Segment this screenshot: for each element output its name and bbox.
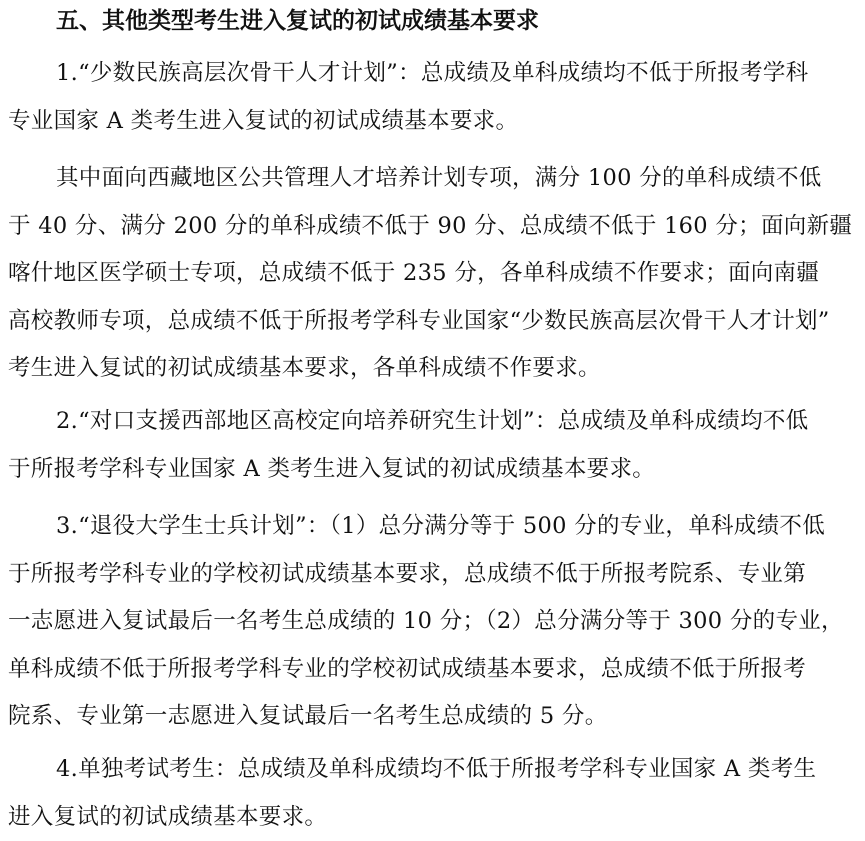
text-line: 于 40 分、满分 200 分的单科成绩不低于 90 分、总成绩不低于 160 分；面向新疆: [8, 212, 853, 239]
section-heading: 五、其他类型考生进入复试的初试成绩基本要求: [56, 8, 539, 34]
text-line: 考生进入复试的初试成绩基本要求，各单科成绩不作要求。: [8, 355, 601, 382]
text-line: 2.“对口支援西部地区高校定向培养研究生计划”：总成绩及单科成绩均不低: [56, 408, 809, 434]
paragraph-2: [8, 155, 860, 393]
text-line: 进入复试的初试成绩基本要求。: [8, 803, 328, 830]
text-line: 4.单独考试考生：总成绩及单科成绩均不低于所报考学科专业国家 A 类考生: [56, 756, 817, 782]
text-line: 于所报考学科专业国家 A 类考生进入复试的初试成绩基本要求。: [8, 455, 656, 482]
text-line: 3.“退役大学生士兵计划”：（1）总分满分等于 500 分的专业，单科成绩不低: [56, 513, 825, 539]
text-line: 单科成绩不低于所报考学科专业的学校初试成绩基本要求，总成绩不低于所报考: [8, 655, 807, 682]
text-line: 院系、专业第一志愿进入复试最后一名考生总成绩的 5 分。: [8, 703, 608, 730]
text-line: 于所报考学科专业的学校初试成绩基本要求，总成绩不低于所报考院系、专业第: [8, 560, 807, 587]
paragraph-4: [8, 503, 860, 741]
text-line: 一志愿进入复试最后一名考生总成绩的 10 分；（2）总分满分等于 300 分的专业，: [8, 608, 844, 635]
text-line: 其中面向西藏地区公共管理人才培养计划专项，满分 100 分的单科成绩不低: [56, 165, 822, 191]
paragraph-5: [8, 746, 860, 841]
text-line: 高校教师专项，总成绩不低于所报考学科专业国家“少数民族高层次骨干人才计划”: [8, 307, 830, 334]
paragraph-1: [8, 50, 860, 145]
text-line: 1.“少数民族高层次骨干人才计划”：总成绩及单科成绩均不低于所报考学科: [56, 60, 809, 86]
text-line: 喀什地区医学硕士专项，总成绩不低于 235 分，各单科成绩不作要求；面向南疆: [8, 260, 820, 287]
paragraph-3: [8, 398, 860, 493]
text-line: 专业国家 A 类考生进入复试的初试成绩基本要求。: [8, 107, 519, 134]
